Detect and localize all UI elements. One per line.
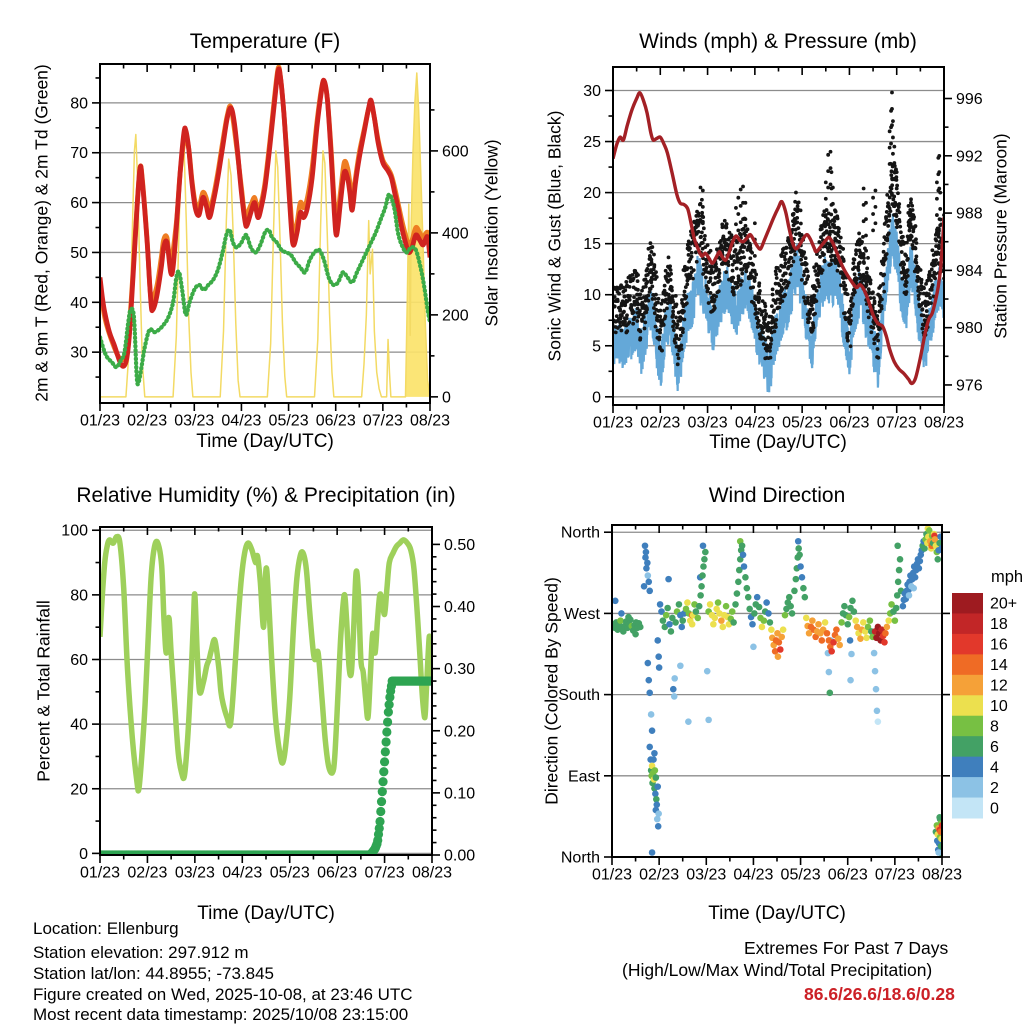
y-tick-label-right: 984 — [956, 262, 983, 280]
colorbar-label: 6 — [990, 738, 999, 756]
x-tick-label: 02/23 — [127, 864, 168, 882]
x-tick-label: 04/23 — [222, 864, 263, 882]
y-tick-label-left: 50 — [70, 244, 88, 262]
colorbar-cell — [952, 798, 983, 819]
colorbar-label: 10 — [990, 698, 1008, 715]
y-tick-label-right: 0.00 — [444, 847, 476, 865]
colorbar-label: 0 — [990, 800, 999, 818]
x-tick-label: 05/23 — [269, 864, 310, 882]
y-tick-label-left: 20 — [583, 185, 601, 203]
most-recent-data-timestamp: Most recent data timestamp: 2025/10/08 23:15:00 — [33, 1005, 409, 1024]
y-tick-label-left: South — [558, 687, 600, 705]
xlabel-humidity: Time (Day/UTC) — [197, 903, 335, 924]
y-tick-label-left: East — [567, 768, 600, 786]
y-tick-label-left: 5 — [592, 338, 601, 356]
y-tick-label-right: 996 — [956, 91, 983, 109]
colorbar-cell — [952, 593, 983, 614]
chart-temperature-f- — [70, 64, 469, 430]
x-tick-label: 03/23 — [174, 412, 215, 430]
station-elevation: Station elevation: 297.912 m — [33, 943, 249, 962]
extremes-values: 86.6/26.6/18.6/0.28 — [804, 984, 955, 1004]
chart-relative-humidity-precipitation-in- — [61, 523, 475, 882]
y-tick-label-left: 60 — [70, 195, 88, 213]
x-tick-label: 02/23 — [640, 414, 681, 432]
y-tick-label-left: 20 — [70, 781, 88, 799]
y-tick-label-right: 200 — [442, 307, 469, 325]
y-tick-label-left: 30 — [70, 344, 88, 362]
title-temperature-chart: Temperature (F) — [189, 30, 341, 53]
x-tick-label: 07/23 — [874, 866, 915, 884]
y-tick-label-left: 60 — [70, 651, 88, 669]
x-tick-label: 01/23 — [79, 412, 121, 430]
y-tick-label-right: 0 — [442, 389, 451, 407]
x-tick-label: 05/23 — [780, 866, 821, 884]
y-tick-label-left: North — [560, 849, 600, 867]
y-tick-label-left: 0 — [79, 845, 88, 863]
x-tick-label: 08/23 — [921, 866, 963, 884]
ylabel-temperature-left: 2m & 9m T (Red, Orange) & 2m Td (Green) — [31, 64, 52, 402]
colorbar-cell — [952, 736, 983, 757]
x-tick-label: 02/23 — [639, 866, 680, 884]
y-tick-label-left: 25 — [583, 134, 601, 152]
x-tick-label: 07/23 — [362, 412, 403, 430]
y-tick-label-right: 980 — [956, 320, 983, 338]
title-winds-pressure-chart: Winds (mph) & Pressure (mb) — [639, 30, 917, 53]
station-latlon: Station lat/lon: 44.8955; -73.845 — [33, 964, 275, 983]
y-tick-label-right: 0.20 — [444, 723, 476, 741]
series-wind-direction-by-speed — [610, 525, 945, 857]
x-tick-label: 04/23 — [734, 414, 775, 432]
chart-wind-direction — [558, 525, 1017, 884]
x-tick-label: 03/23 — [687, 414, 728, 432]
colorbar-cell — [952, 675, 983, 696]
ylabel-pressure-right: Station Pressure (Maroon) — [990, 133, 1011, 339]
xlabel-temperature: Time (Day/UTC) — [196, 431, 334, 452]
y-tick-label-right: 0.30 — [444, 661, 476, 679]
y-tick-label-left: 40 — [70, 294, 88, 312]
x-tick-label: 07/23 — [364, 864, 405, 882]
colorbar-label: 12 — [990, 677, 1008, 695]
x-tick-label: 01/23 — [79, 864, 121, 882]
x-tick-label: 06/23 — [829, 414, 870, 432]
x-tick-label: 01/23 — [591, 866, 633, 884]
x-tick-label: 06/23 — [827, 866, 868, 884]
series-9m-temperature — [100, 67, 430, 360]
y-tick-label-left: 15 — [583, 236, 601, 254]
x-tick-label: 07/23 — [876, 414, 917, 432]
xlabel-direction: Time (Day/UTC) — [708, 903, 846, 924]
x-tick-label: 08/23 — [923, 414, 965, 432]
x-tick-label: 04/23 — [221, 412, 262, 430]
chart-winds-mph-pressure-mb- — [583, 67, 983, 432]
ylabel-wind-left: Sonic Wind & Gust (Blue, Black) — [544, 110, 565, 362]
y-tick-label-right: 0.10 — [444, 785, 476, 803]
x-tick-label: 03/23 — [174, 864, 215, 882]
colorbar-cell — [952, 716, 983, 737]
colorbar-label: 2 — [990, 779, 999, 797]
x-tick-label: 06/23 — [317, 864, 358, 882]
colorbar-cell — [952, 695, 983, 716]
tick-labels — [558, 525, 962, 884]
y-tick-label-left: North — [560, 524, 600, 542]
y-tick-label-left: 100 — [61, 522, 88, 540]
colorbar-cell — [952, 613, 983, 634]
extremes-subtitle: (High/Low/Max Wind/Total Precipitation) — [622, 960, 933, 980]
colorbar-label: 20+ — [990, 595, 1018, 613]
x-tick-label: 06/23 — [315, 412, 356, 430]
x-tick-label: 01/23 — [592, 414, 634, 432]
y-tick-label-right: 0.40 — [444, 599, 476, 617]
y-tick-label-left: 70 — [70, 145, 88, 163]
colorbar-cell — [952, 654, 983, 675]
y-tick-label-right: 976 — [956, 377, 983, 395]
x-tick-label: 02/23 — [127, 412, 168, 430]
y-tick-label-right: 600 — [442, 143, 469, 161]
speed-colorbar — [952, 593, 1017, 819]
y-tick-label-right: 988 — [956, 205, 983, 223]
extremes-title: Extremes For Past 7 Days — [744, 938, 949, 958]
ylabel-percent-rainfall: Percent & Total Rainfall — [33, 600, 54, 782]
y-tick-label-left: 80 — [70, 587, 88, 605]
ylabel-solar-right: Solar Insolation (Yellow) — [481, 139, 502, 327]
colorbar-cell — [952, 757, 983, 778]
figure-created-timestamp: Figure created on Wed, 2025-10-08, at 23:46 UTC — [33, 985, 413, 1004]
x-tick-label: 03/23 — [686, 866, 727, 884]
colorbar-label: 18 — [990, 616, 1008, 634]
y-tick-label-right: 400 — [442, 225, 469, 243]
colorbar-label: 8 — [990, 718, 999, 736]
y-tick-label-left: 30 — [583, 82, 601, 100]
xlabel-winds: Time (Day/UTC) — [709, 432, 847, 453]
y-tick-label-right: 0.50 — [444, 536, 476, 554]
title-wind-direction-chart: Wind Direction — [708, 484, 846, 507]
colorbar-cell — [952, 634, 983, 655]
colorbar-label: 16 — [990, 636, 1008, 654]
y-tick-label-left: 40 — [70, 716, 88, 734]
x-tick-label: 08/23 — [411, 864, 453, 882]
colorbar-label: 14 — [990, 657, 1008, 675]
y-tick-label-left: 10 — [583, 287, 601, 305]
x-tick-label: 04/23 — [733, 866, 774, 884]
colorbar-label: 4 — [990, 759, 999, 777]
y-tick-label-left: West — [563, 605, 600, 623]
x-tick-label: 05/23 — [782, 414, 823, 432]
ylabel-direction: Direction (Colored By Speed) — [541, 577, 562, 805]
station-location: Location: Ellenburg — [33, 919, 179, 938]
x-tick-label: 05/23 — [268, 412, 309, 430]
colorbar-cell — [952, 777, 983, 798]
y-tick-label-left: 80 — [70, 95, 88, 113]
plot-border — [612, 525, 942, 857]
colorbar-title: mph — [991, 568, 1024, 586]
y-tick-label-right: 992 — [956, 148, 983, 166]
x-tick-label: 08/23 — [409, 412, 451, 430]
y-tick-label-left: 0 — [592, 389, 601, 407]
title-humidity-precip-chart: Relative Humidity (%) & Precipitation (in) — [76, 484, 456, 507]
